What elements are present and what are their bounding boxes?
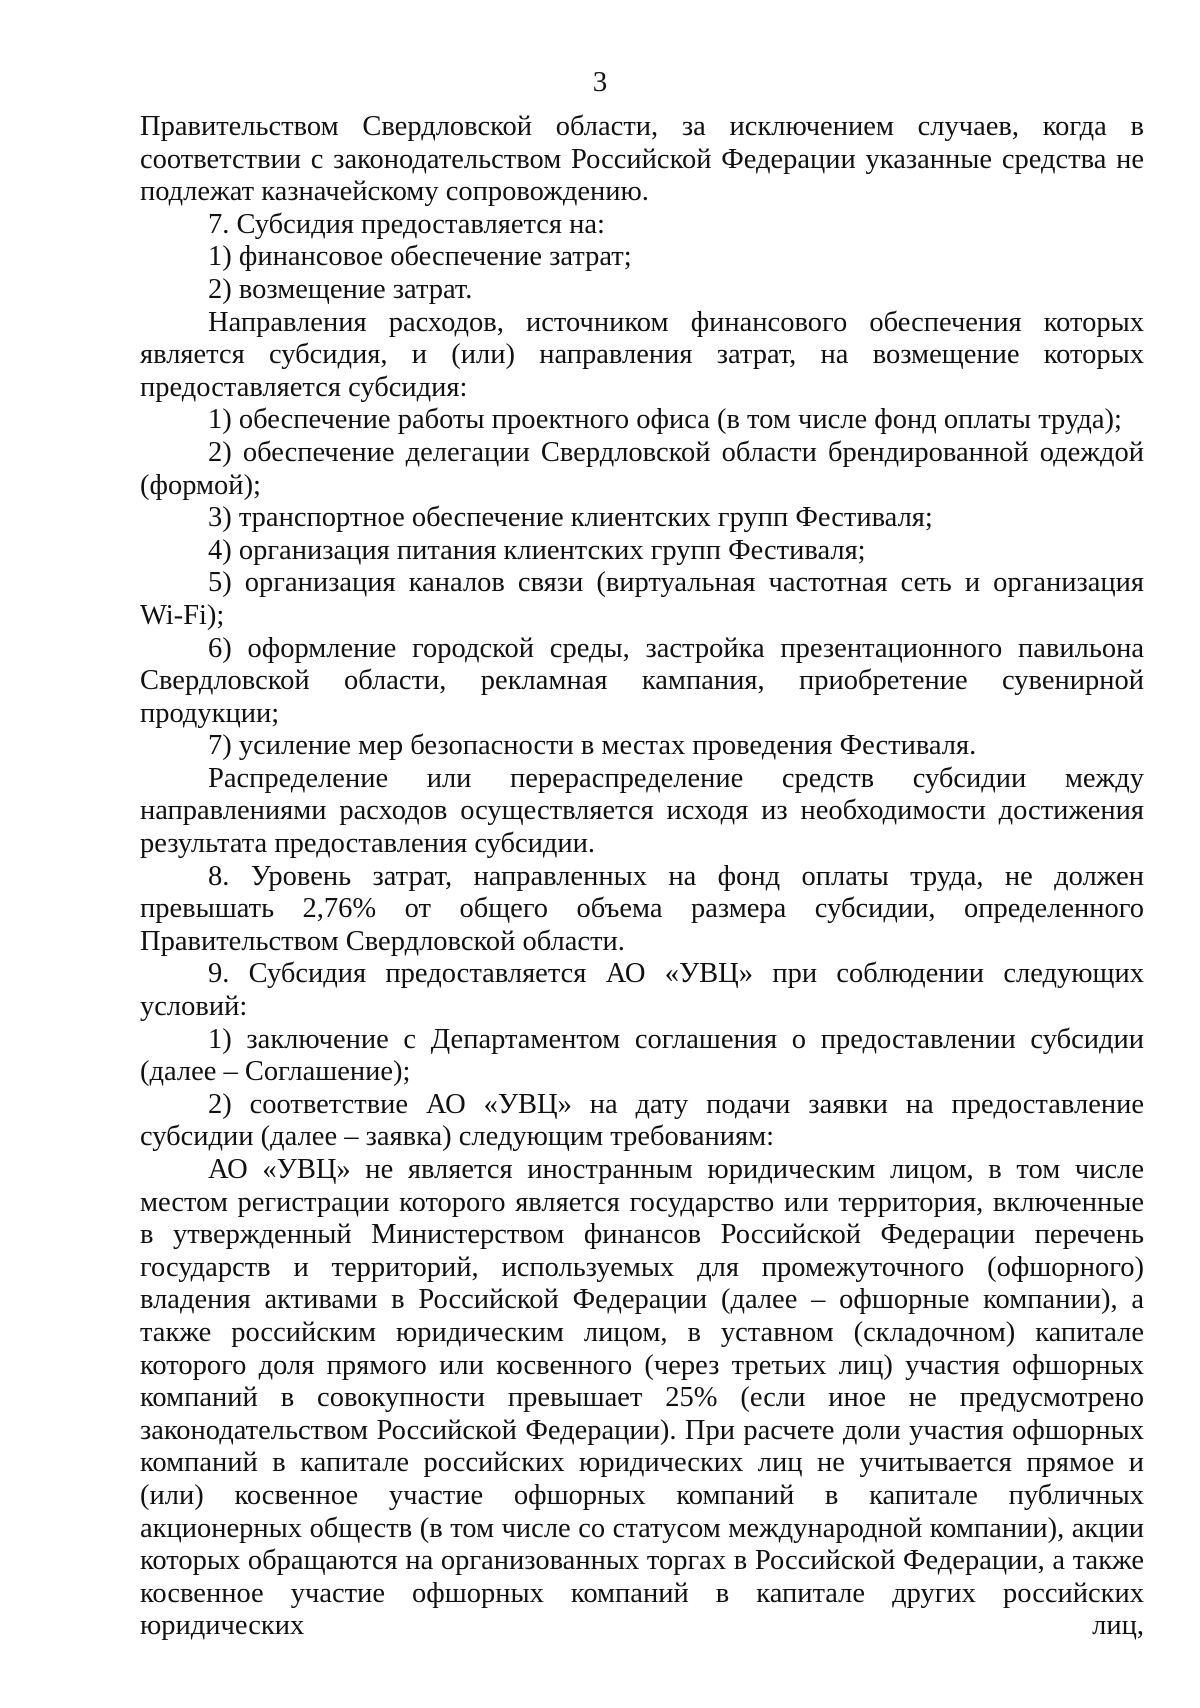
document-body <box>140 111 1144 1643</box>
list-item-transport: 3) транспортное обеспечение клиентских групп Фестиваля; <box>208 502 933 534</box>
page-number: 3 <box>592 66 608 98</box>
paragraph-item-7: 7. Субсидия предоставляется на: <box>208 208 605 240</box>
list-item-delegation-clothing: 2) обеспечение делегации Свердловской области брендированной одеждой (формой); <box>140 436 1144 501</box>
list-item-catering: 4) организация питания клиентских групп Фестиваля; <box>208 534 866 566</box>
paragraph-item-8: 8. Уровень затрат, направленных на фонд оплаты труда, не должен превышать 2,76% от общего объема размера субсидии, определенного Правительством Свердловской области. <box>140 860 1144 957</box>
list-item-urban-design: 6) оформление городской среды, застройка презентационного павильона Свердловской области, рекламная кампания, приобретение сувенирной продукции; <box>140 632 1144 729</box>
list-item-compliance: 2) соответствие АО «УВЦ» на дату подачи заявки на предоставление субсидии (далее – заявка) следующим требованиям: <box>140 1088 1144 1153</box>
list-item-security: 7) усиление мер безопасности в местах проведения Фестиваля. <box>208 730 977 762</box>
paragraph-continuation: Правительством Свердловской области, за исключением случаев, когда в соответствии с законодательством Российской Федерации указанные средства не подлежат казначейскому сопровождению. <box>140 111 1144 208</box>
list-item-reimbursement: 2) возмещение затрат. <box>208 273 473 305</box>
paragraph-expense-directions: Направления расходов, источником финансового обеспечения которых является субсидия, и (или) направления затрат, на возмещение которых предоставляется субсидия: <box>140 306 1144 403</box>
list-item-communications: 5) организация каналов связи (виртуальная частотная сеть и организация Wi-Fi); <box>140 567 1144 631</box>
list-item-project-office: 1) обеспечение работы проектного офиса (в том числе фонд оплаты труда); <box>208 404 1122 436</box>
paragraph-item-9: 9. Субсидия предоставляется АО «УВЦ» при соблюдении следующих условий: <box>140 958 1144 1023</box>
paragraph-offshore-requirement: АО «УВЦ» не является иностранным юридическим лицом, в том числе местом регистрации которого является государство или территория, включенные в утвержденный Министерством финансов Российской Федерации перечень государств и территорий, используемых для промежуточного (офшорного) владения активами в Российской Федерации (далее – офшорные компании), а также российским юридическим лицом, в уставном (складочном) капитале которого доля прямого или косвенного (через третьих лиц) участия офшорных компаний в совокупности превышает 25% (если иное не предусмотрено законодательством Российской Федерации). При расчете доли участия офшорных компаний в капитале российских юридических лиц не учитывается прямое и (или) косвенное участие офшорных компаний в капитале публичных акционерных обществ (в том числе со статусом международной компании), акции которых обращаются на организованных торгах в Российской Федерации, а также косвенное участие офшорных компаний в капитале других российских юридических лиц, <box>140 1154 1144 1642</box>
list-item-agreement: 1) заключение с Департаментом соглашения о предоставлении субсидии (далее – Соглашение); <box>140 1023 1144 1088</box>
list-item-financing: 1) финансовое обеспечение затрат; <box>208 241 632 273</box>
paragraph-redistribution: Распределение или перераспределение средств субсидии между направлениями расходов осуществляется исходя из необходимости достижения результата предоставления субсидии. <box>140 762 1144 860</box>
